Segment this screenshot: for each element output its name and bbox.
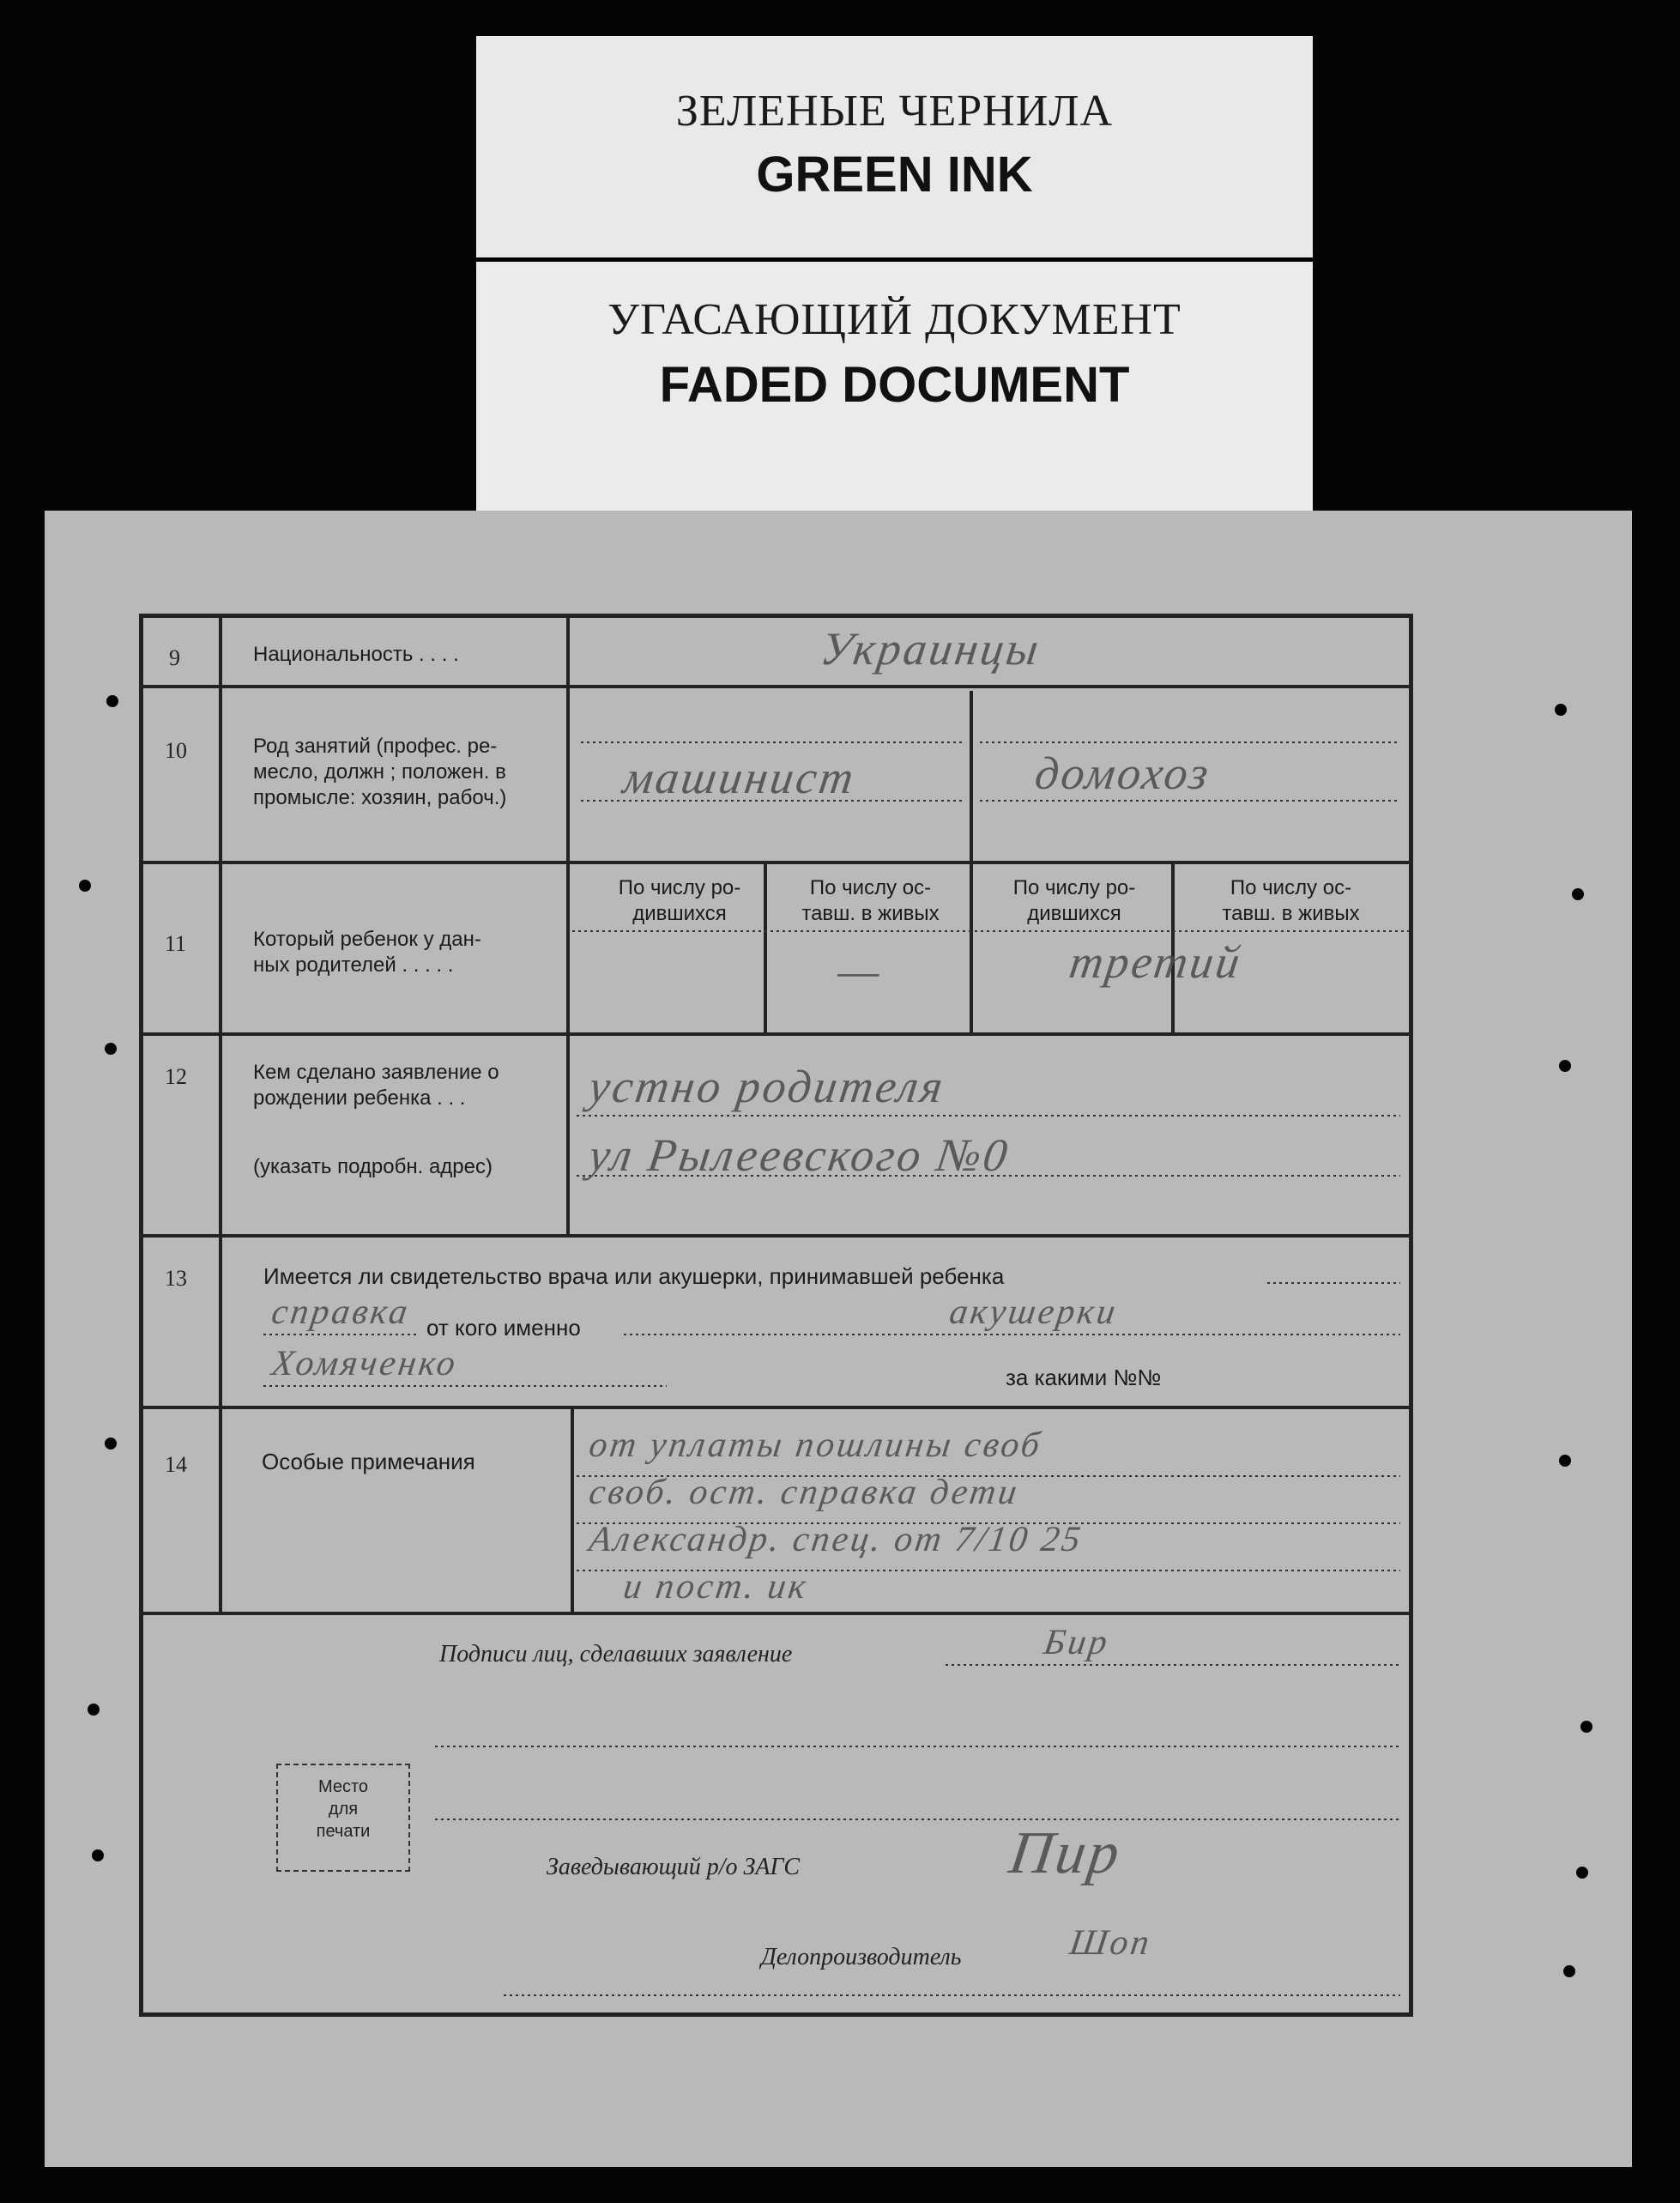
applicants-signature: Бир [1041, 1623, 1113, 1662]
certificate-name-value: Хомяченко [269, 1344, 461, 1383]
col-header-line: По числу ос- [1230, 876, 1352, 899]
remarks-line: и пост. ик [620, 1567, 811, 1607]
col-header-line: тавш. в живых [801, 902, 940, 925]
nationality-value: Украинцы [817, 623, 1044, 675]
faded-document-en: FADED DOCUMENT [659, 357, 1130, 413]
binder-hole [106, 695, 118, 707]
faded-document-card [476, 262, 1313, 519]
occupation-label-line1: Род занятий (профес. ре- [253, 735, 498, 758]
green-ink-ru: ЗЕЛЕНЫЕ ЧЕРНИЛА [675, 87, 1114, 136]
row-number-13: 13 [165, 1266, 187, 1291]
binder-hole [1580, 1721, 1592, 1733]
nationality-label: Национальность . . . . [253, 643, 459, 666]
binder-hole [88, 1704, 100, 1716]
which-child-dash: — [834, 945, 886, 996]
which-numbers-label: за какими №№ [1006, 1365, 1162, 1390]
col-header-line: тавш. в живых [1222, 902, 1360, 925]
which-child-label-line2: ных родителей . . . . . [253, 953, 454, 977]
binder-hole [1555, 704, 1567, 716]
occupation-label-line2: месло, должн ; положен. в [253, 760, 506, 784]
certificate-value: справка [269, 1292, 413, 1332]
from-whom-label: от кого именно [426, 1315, 581, 1341]
col-header-born-2 [980, 875, 1169, 927]
binder-hole [105, 1043, 117, 1055]
head-zags-label: Заведывающий р/о ЗАГС [547, 1854, 801, 1880]
binder-hole [92, 1849, 104, 1861]
occupation-mother-value: домохоз [1031, 747, 1214, 799]
col-header-line: По числу ро- [1012, 876, 1136, 899]
green-ink-card [476, 36, 1313, 257]
binder-hole [1559, 1455, 1571, 1467]
clerk-label: Делопроизводитель [761, 1944, 962, 1970]
birth-record-form [139, 614, 1413, 2017]
row-number-10: 10 [165, 738, 187, 763]
row-number-9: 9 [169, 645, 180, 670]
stamp-place-line: для [328, 1800, 359, 1819]
applicants-signature-label: Подписи лиц, сделавших заявление [439, 1641, 793, 1667]
stamp-place-line: печати [316, 1822, 371, 1841]
head-zags-signature: Пир [1005, 1820, 1127, 1886]
certificate-question: Имеется ли свидетельство врача или акушерки, принимавшей ребенка [263, 1263, 1005, 1289]
row-number-14: 14 [165, 1452, 187, 1477]
clerk-signature: Шоп [1067, 1923, 1155, 1963]
declarant-address-value: ул Рылеевского №0 [585, 1129, 1013, 1181]
col-header-living-1 [774, 875, 967, 927]
occupation-father-value: машинист [619, 752, 860, 803]
remarks-line: Александр. спец. от 7/10 25 [586, 1520, 1085, 1559]
col-header-line: дившихся [1027, 902, 1121, 925]
binder-hole [1563, 1965, 1575, 1977]
which-child-value: третий [1066, 936, 1246, 988]
binder-hole [105, 1437, 117, 1450]
document-sheet [45, 511, 1632, 2167]
green-ink-en: GREEN INK [756, 147, 1033, 203]
which-child-label-line1: Который ребенок у дан- [253, 928, 481, 951]
stamp-place-box [276, 1764, 410, 1872]
remarks-line: от уплаты пошлины своб [586, 1425, 1045, 1465]
declarant-address-label: (указать подробн. адрес) [253, 1155, 493, 1178]
col-header-line: По числу ос- [809, 876, 932, 899]
stamp-place-line: Место [317, 1777, 369, 1796]
declarant-label-line1: Кем сделано заявление о [253, 1061, 499, 1084]
row-number-11: 11 [165, 931, 187, 956]
col-header-born-1 [602, 875, 757, 927]
binder-hole [79, 880, 91, 892]
binder-hole [1572, 888, 1584, 900]
binder-hole [1559, 1060, 1571, 1072]
col-header-living-2 [1177, 875, 1405, 927]
certificate-from-value: акушерки [946, 1292, 1121, 1332]
occupation-label-line3: промысле: хозяин, рабоч.) [253, 786, 507, 809]
declarant-value: устно родителя [585, 1061, 949, 1112]
col-header-line: По числу ро- [618, 876, 741, 899]
remarks-label: Особые примечания [262, 1449, 475, 1474]
declarant-label-line2: рождении ребенка . . . [253, 1086, 466, 1110]
row-number-12: 12 [165, 1064, 187, 1089]
faded-document-ru: УГАСАЮЩИЙ ДОКУМЕНТ [607, 295, 1181, 344]
remarks-line: своб. ост. справка дети [586, 1473, 1022, 1512]
col-header-line: дившихся [632, 902, 727, 925]
binder-hole [1576, 1867, 1588, 1879]
